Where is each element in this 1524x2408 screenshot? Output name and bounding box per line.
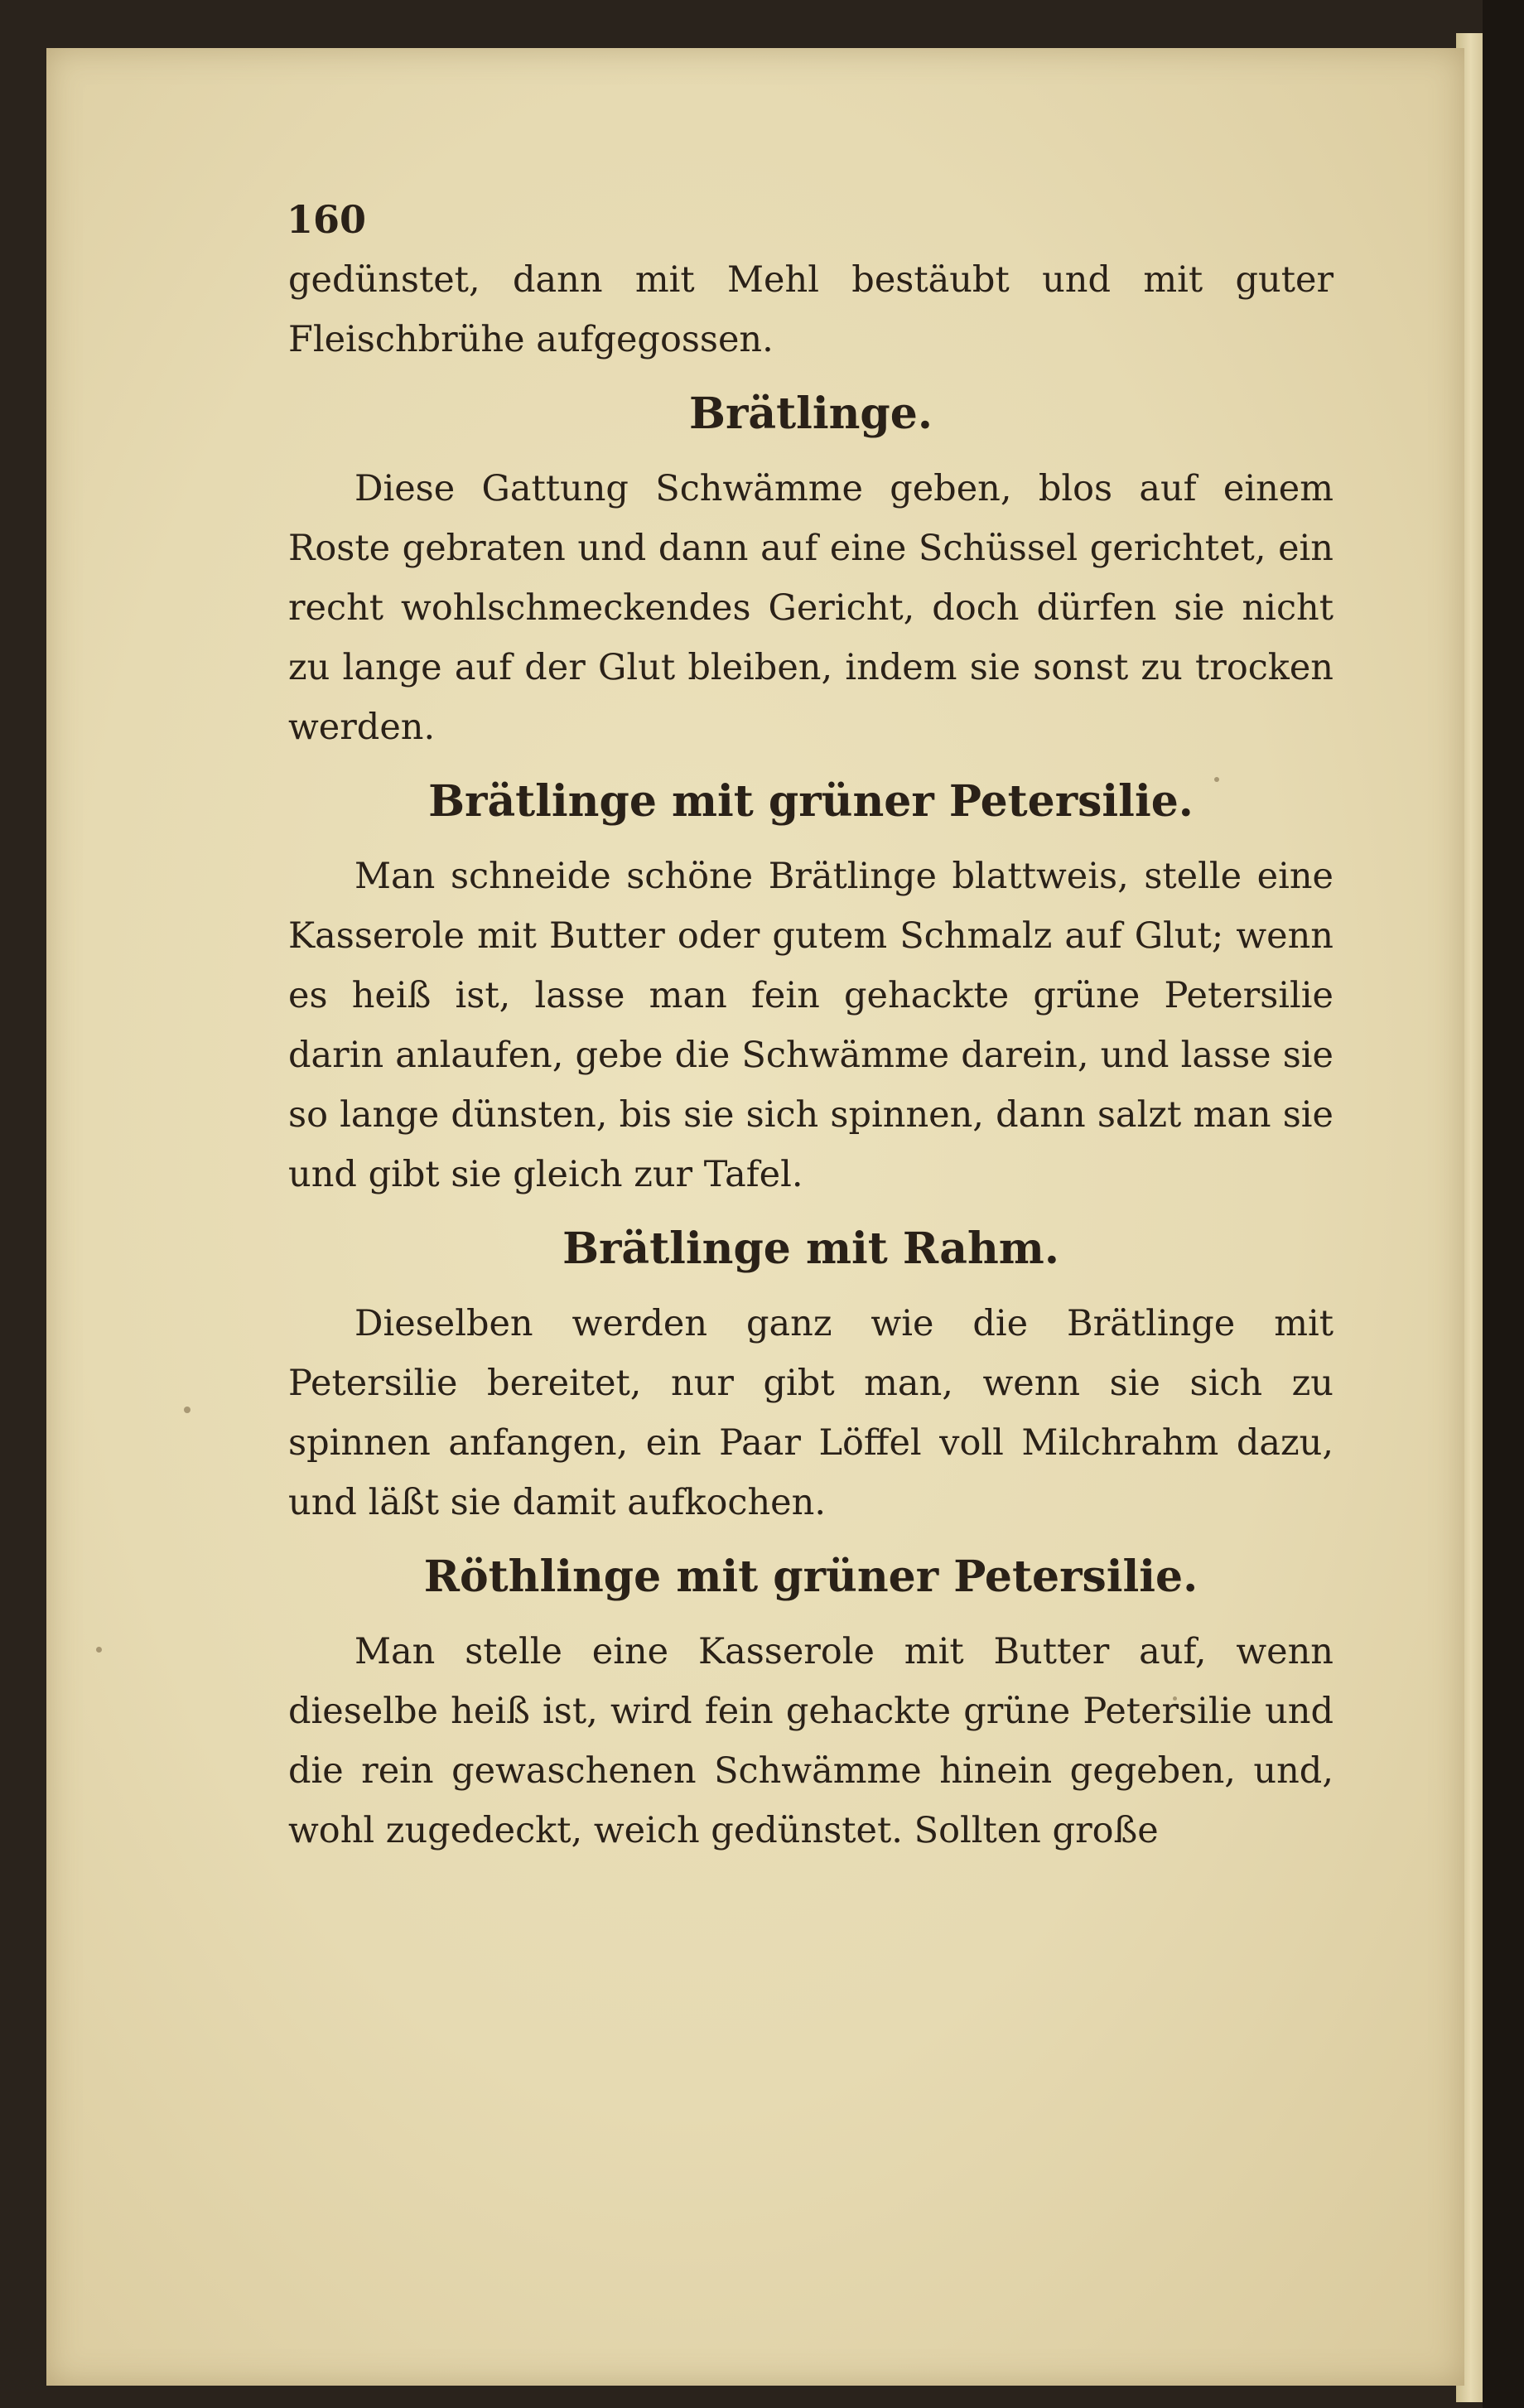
- page-edge-shadow: [1483, 0, 1524, 2408]
- paragraph: Diese Gattung Schwämme geben, blos auf einem Roste gebraten und dann auf eine Schüssel gerichtet, ein recht wohlschmeckendes Gericht, doch dürfen sie nicht zu lange auf der Glut bleiben, indem sie sonst zu trocken werden.: [288, 468, 1334, 748]
- paragraph: Man schneide schöne Brätlinge blattweis, stelle eine Kasserole mit Butter oder gutem Schmalz auf Glut; wenn es heiß ist, lasse man fein gehackte grüne Petersilie darin anlaufen, gebe die Schwämme darein, und lasse sie so lange dünsten, bis sie sich spinnen, dann salzt man sie und gibt sie gleich zur Tafel.: [288, 856, 1334, 1195]
- paragraph: Dieselben werden ganz wie die Brätlinge mit Petersilie bereitet, nur gibt man, wenn sie sich zu spinnen anfangen, ein Paar Löffel voll Milchrahm dazu, und läßt sie damit aufkochen.: [288, 1303, 1334, 1523]
- page-number: 160: [287, 197, 367, 242]
- section-heading: Brätlinge.: [689, 388, 933, 439]
- page-body: [288, 199, 1334, 1860]
- section-heading: Brätlinge mit Rahm.: [562, 1223, 1059, 1274]
- paper-speck: [96, 1647, 102, 1653]
- section-heading: Brätlinge mit grüner Petersilie.: [428, 776, 1194, 827]
- paper-speck: [184, 1407, 190, 1413]
- paragraph: Man stelle eine Kasserole mit Butter auf, wenn dieselbe heiß ist, wird fein gehackte grüne Petersilie und die rein gewaschenen Schwämme hinein gegeben, und, wohl zugedeckt, weich gedünstet. Sollten große: [288, 1631, 1334, 1851]
- paragraph-continued: gedünstet, dann mit Mehl bestäubt und mit guter Fleischbrühe aufgegossen.: [288, 259, 1334, 360]
- section-heading: Röthlinge mit grüner Petersilie.: [423, 1551, 1198, 1602]
